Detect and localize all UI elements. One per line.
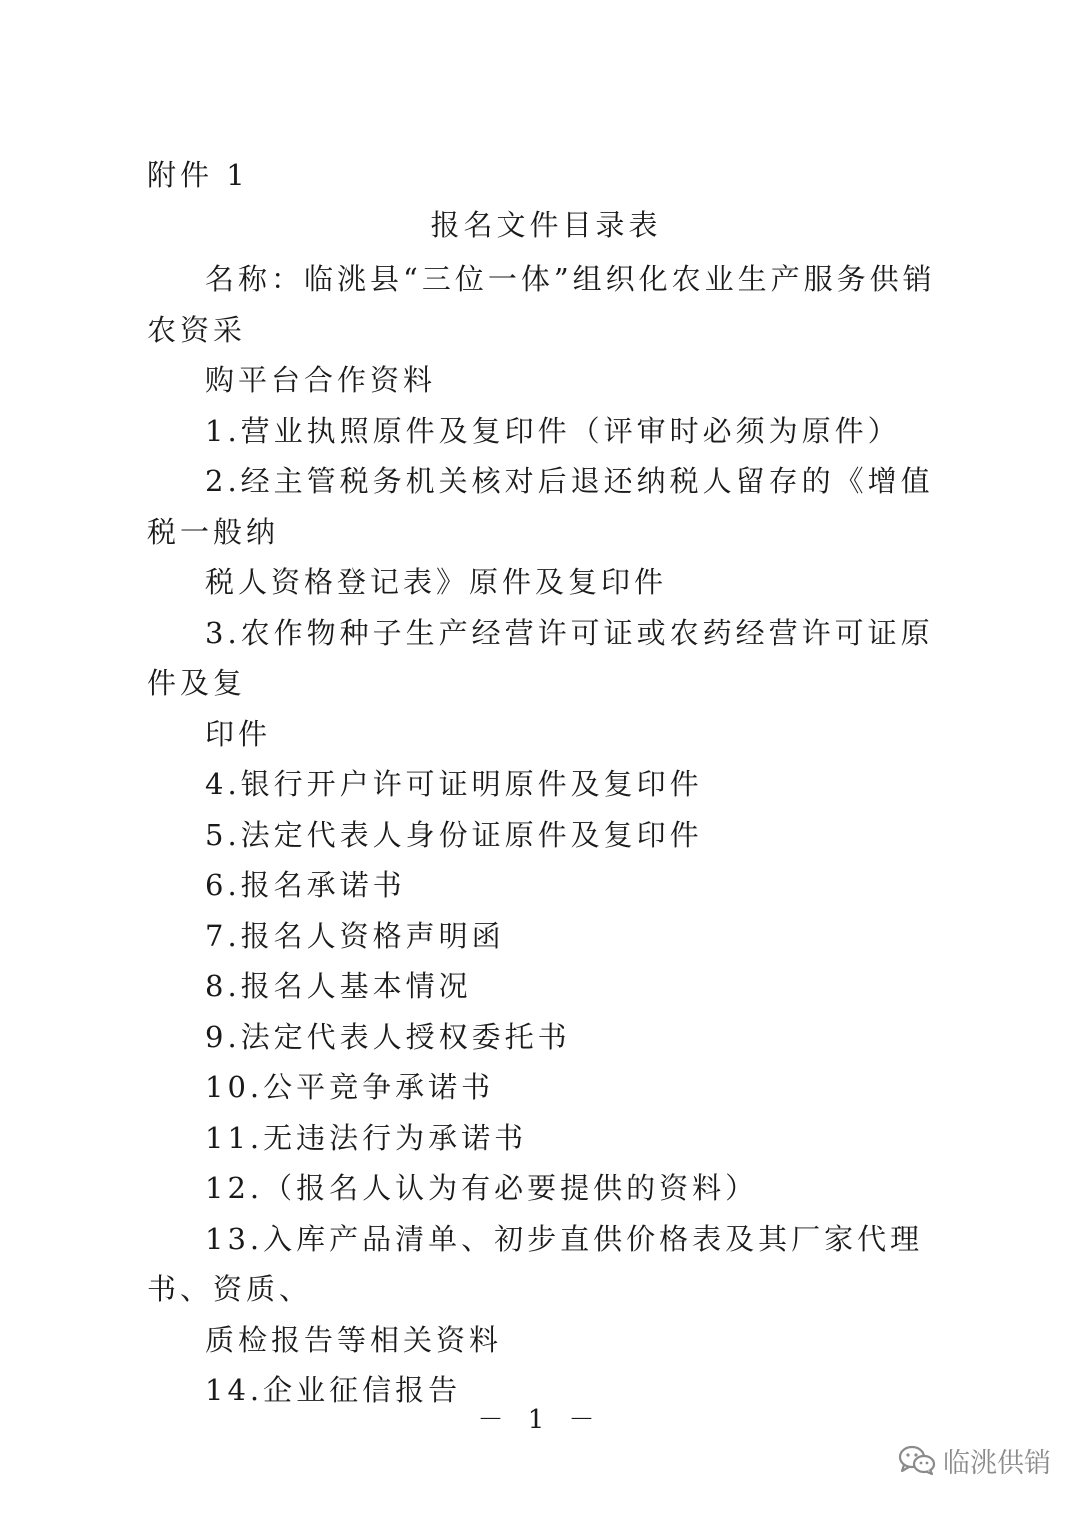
list-item-text-continued: 印件: [205, 716, 272, 751]
watermark: [897, 1440, 1051, 1480]
list-item: [147, 810, 962, 861]
list-item-text: 2.经主管税务机关核对后退还纳税人留存的《增值税一般纳: [147, 464, 934, 549]
list-item-text-continued: 税人资格登记表》原件及复印件: [205, 565, 668, 599]
list-item-text: 10.公平竞争承诺书: [205, 1070, 495, 1104]
list-item: [147, 608, 962, 760]
watermark-text: 临洮供销: [943, 1447, 1051, 1479]
list-item-text: 5.法定代表人身份证原件及复印件: [205, 817, 703, 852]
list-item-text: 9.法定代表人授权委托书: [205, 1019, 571, 1054]
list-item-text: 7.报名人资格声明函: [205, 918, 505, 953]
list-item-text-continued: 质检报告等相关资料: [205, 1322, 503, 1357]
list-item-text: 8.报名人基本情况: [205, 969, 472, 1003]
list-item: [147, 1163, 962, 1214]
document-body: [147, 254, 962, 1416]
page-number: － 1 －: [477, 1405, 603, 1435]
wechat-icon: [897, 1444, 937, 1476]
attachment-label: 附件 1: [147, 158, 249, 192]
list-item: [147, 1214, 962, 1366]
list-item: [147, 406, 962, 457]
name-paragraph: [147, 254, 962, 406]
list-item-text: 1.营业执照原件及复印件（评审时必须为原件）: [205, 413, 901, 448]
list-item: [147, 759, 962, 810]
list-item: [147, 1113, 962, 1164]
list-item-text: 3.农作物种子生产经营许可证或农药经营许可证原件及复: [147, 615, 934, 700]
list-item-text: 11.无违法行为承诺书: [205, 1120, 528, 1155]
document-title: 报名文件目录表: [430, 208, 662, 242]
list-item-text: 6.报名承诺书: [205, 868, 406, 902]
list-item: [147, 1062, 962, 1113]
list-item-text: 4.银行开户许可证明原件及复印件: [205, 767, 703, 801]
list-item: [147, 961, 962, 1012]
list-item: [147, 911, 962, 962]
name-line-2: 购平台合作资料: [205, 363, 437, 397]
list-item: [147, 860, 962, 911]
list-item: [147, 1012, 962, 1063]
name-line-1: 名称：临洮县“三位一体”组织化农业生产服务供销农资采: [147, 262, 936, 347]
list-item-text: 12.（报名人认为有必要提供的资料）: [205, 1171, 759, 1205]
list-item: [147, 456, 962, 608]
list-item-text: 13.入库产品清单、初步直供价格表及其厂家代理书、资质、: [147, 1221, 924, 1306]
list-item-text: 14.企业征信报告: [205, 1373, 462, 1407]
